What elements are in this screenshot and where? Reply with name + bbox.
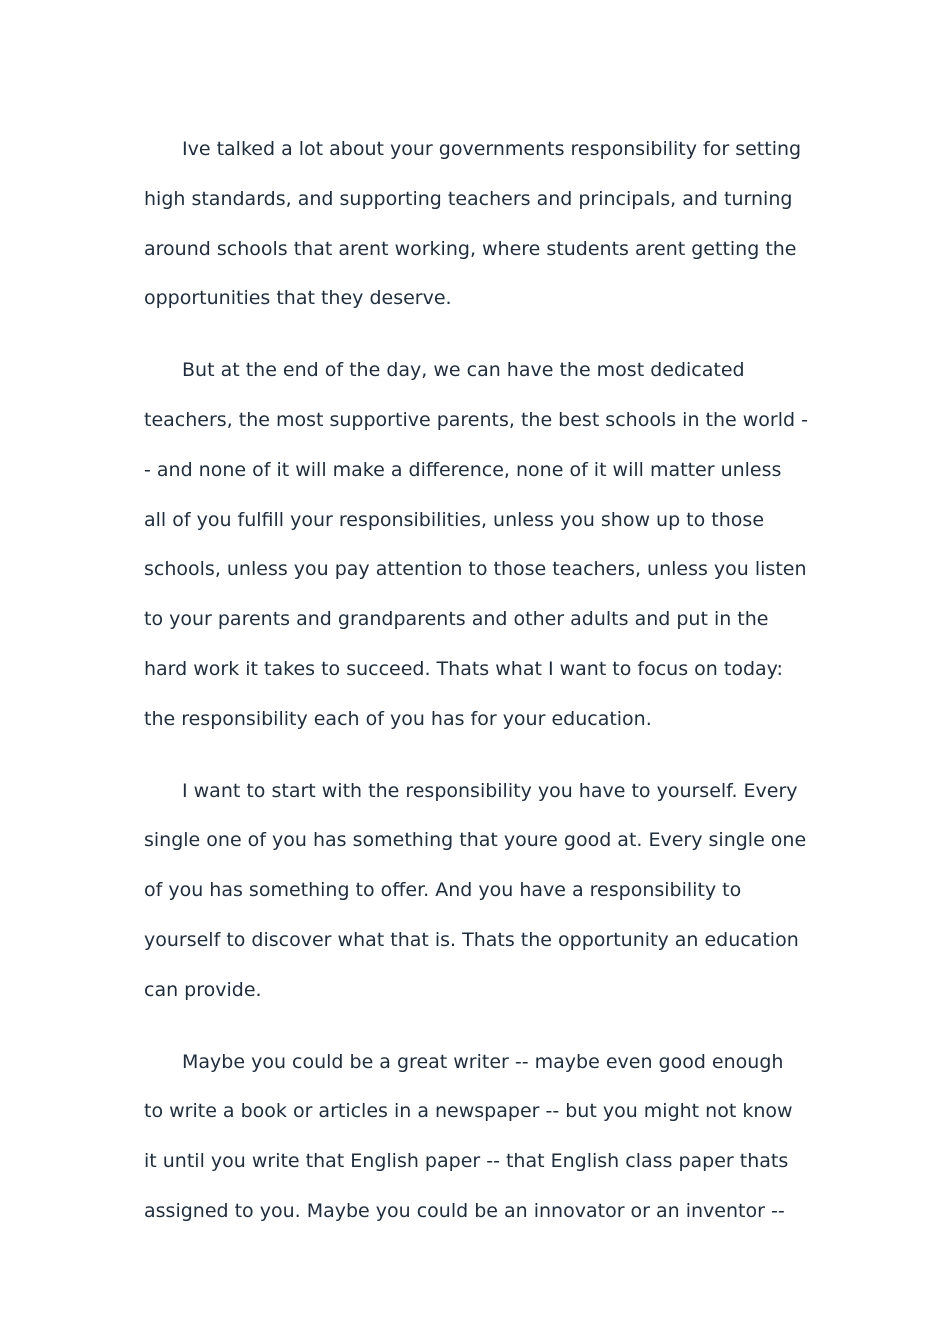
document-body: [144, 125, 808, 1237]
paragraph-2: But at the end of the day, we can have the most dedicated teachers, the most supportive parents, the best schools in the world -- and none of it will make a difference, none of it will matter unless all of you fulfill your responsibilities, unless you show up to those schools, unless you pay attention to those teachers, unless you listen to your parents and grandparents and other adults and put in the hard work it takes to succeed. Thats what I want to focus on today: the responsibility each of you has for your education.: [144, 359, 808, 730]
paragraph-3: I want to start with the responsibility you have to yourself. Every single one of you has something that youre good at. Every single one of you has something to offer. And you have a responsibility to yourself to discover what that is. Thats the opportunity an education can provide.: [144, 779, 807, 1001]
paragraph-1: Ive talked a lot about your governments responsibility for setting high standards, and supporting teachers and principals, and turning around schools that arent working, where students arent getting the opportunities that they deserve.: [144, 138, 802, 310]
paragraph-4: Maybe you could be a great writer -- maybe even good enough to write a book or articles in a newspaper -- but you might not know it until you write that English paper -- that English class paper thats assigned to you. Maybe you could be an innovator or an inventor --: [144, 1050, 793, 1222]
